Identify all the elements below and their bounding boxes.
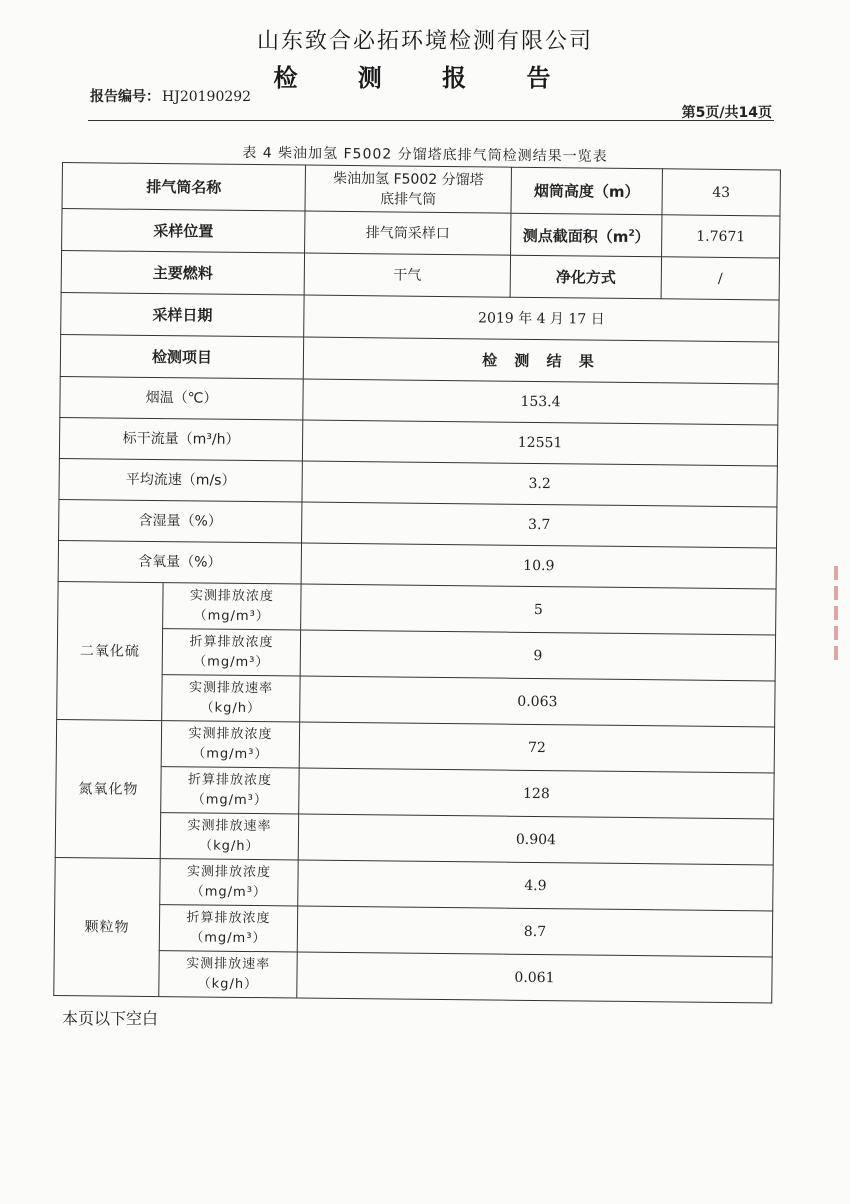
sub-item-label-line1: 实测排放速率 xyxy=(188,679,274,696)
table-row xyxy=(55,811,773,865)
sampling-location-label: 采样位置 xyxy=(62,209,305,254)
sub-item-label-line2: （mg/m³） xyxy=(192,745,269,762)
group-name-nox: 氮氧化物 xyxy=(55,719,161,858)
sub-item-label xyxy=(162,675,300,722)
sub-item-value: 128 xyxy=(299,768,774,819)
group-name-so2: 二氧化硫 xyxy=(57,581,163,720)
sub-item-label xyxy=(159,905,297,952)
report-number xyxy=(90,86,251,106)
cross-section-area-label-end: ） xyxy=(634,228,650,247)
param-label: 标干流量（m³/h） xyxy=(59,417,302,461)
stack-name-line2: 底排气筒 xyxy=(380,190,437,208)
table-row xyxy=(54,903,772,957)
cross-section-area-label-text: 测点截面积（m xyxy=(522,226,629,246)
sub-item-label-line2: （mg/m³） xyxy=(193,607,270,624)
sub-item-value: 8.7 xyxy=(297,906,772,957)
param-label: 含氧量（%） xyxy=(58,540,301,584)
header-divider xyxy=(88,120,774,121)
table-caption: 表 4 柴油加氢 F5002 分馏塔底排气筒检测结果一览表 xyxy=(242,145,608,165)
sub-item-label-line2: （mg/m³） xyxy=(191,791,269,808)
page-indicator: 第5页/共14页 xyxy=(681,105,772,121)
table-row xyxy=(58,581,776,635)
table-row xyxy=(62,163,780,217)
sub-item-value: 9 xyxy=(300,630,775,681)
sub-item-label-line2: （kg/h） xyxy=(197,975,259,992)
sub-item-label xyxy=(160,859,298,906)
test-result-header: 检 测 结 果 xyxy=(303,337,778,384)
table-row xyxy=(56,719,774,773)
param-value: 3.7 xyxy=(302,502,777,548)
sub-item-label-line1: 实测排放浓度 xyxy=(189,587,275,604)
sub-item-label-line2: （mg/m³） xyxy=(190,929,267,946)
sub-item-value: 5 xyxy=(301,584,776,635)
sub-item-label-line2: （mg/m³） xyxy=(193,653,270,670)
stack-height-label: 烟筒高度（m） xyxy=(511,167,662,215)
table-row xyxy=(56,765,774,819)
sub-item-label xyxy=(161,767,299,814)
table-row xyxy=(57,673,775,727)
sub-item-label-line2: （mg/m³） xyxy=(190,883,268,900)
sub-item-value: 0.904 xyxy=(298,814,773,865)
param-label: 烟温（℃） xyxy=(60,376,303,420)
sub-item-label-line1: 实测排放浓度 xyxy=(187,863,272,880)
sampling-date-value: 2019 年 4 月 17 日 xyxy=(304,295,779,342)
sub-item-label xyxy=(162,629,300,676)
report-title: 检 测 报 告 xyxy=(273,64,577,92)
table-row xyxy=(54,949,772,1003)
table-row xyxy=(60,334,778,384)
sub-item-value: 4.9 xyxy=(298,860,773,911)
param-label: 含湿量（%） xyxy=(59,499,302,543)
sampling-date-label: 采样日期 xyxy=(61,292,304,337)
sub-item-value: 72 xyxy=(299,722,774,773)
seal-mark xyxy=(834,646,838,660)
sub-item-label-line2: （kg/h） xyxy=(200,699,262,716)
sub-item-label-line1: 实测排放浓度 xyxy=(188,725,273,742)
seal-edge-marks xyxy=(828,560,842,720)
sub-item-label-line1: 折算排放浓度 xyxy=(187,771,273,788)
purification-method-value: / xyxy=(661,257,779,300)
param-value: 3.2 xyxy=(302,461,777,507)
sub-item-label-line1: 实测排放速率 xyxy=(186,955,271,972)
sub-item-label-line1: 折算排放浓度 xyxy=(186,909,271,926)
main-fuel-value: 干气 xyxy=(304,253,510,297)
purification-method-label: 净化方式 xyxy=(510,255,661,299)
blank-page-note: 本页以下空白 xyxy=(62,1009,159,1028)
table-row xyxy=(57,627,775,681)
table-row xyxy=(55,857,773,911)
cross-section-area-label: 测点截面积$(m^2)$ xyxy=(511,213,662,257)
seal-mark xyxy=(834,566,838,580)
stack-name-value xyxy=(305,165,511,213)
param-value: 10.9 xyxy=(301,543,776,589)
report-number-value: HJ20190292 xyxy=(162,89,252,105)
sub-item-label-line1: 折算排放浓度 xyxy=(189,633,274,650)
param-label: 平均流速（m/s） xyxy=(59,458,302,502)
stack-height-value: 43 xyxy=(662,169,780,216)
results-table xyxy=(53,162,781,1003)
sub-item-value: 0.061 xyxy=(297,952,772,1003)
seal-mark xyxy=(834,626,838,640)
seal-mark xyxy=(834,606,838,620)
report-number-label: 报告编号： xyxy=(90,89,160,105)
group-name-particulate: 颗粒物 xyxy=(54,857,160,996)
company-name: 山东致合必拓环境检测有限公司 xyxy=(256,29,593,54)
sub-item-value: 0.063 xyxy=(300,676,775,727)
seal-mark xyxy=(834,586,838,600)
table-row xyxy=(62,209,780,259)
test-item-header: 检测项目 xyxy=(60,334,303,379)
sub-item-label xyxy=(160,813,298,860)
table-row xyxy=(61,292,779,342)
param-value: 12551 xyxy=(302,420,777,466)
table-row xyxy=(61,251,779,301)
main-fuel-label: 主要燃料 xyxy=(61,251,304,296)
sampling-location-value: 排气筒采样口 xyxy=(305,211,511,255)
sub-item-label xyxy=(159,951,297,998)
sub-item-label-line2: （kg/h） xyxy=(199,837,260,854)
stack-name-line1: 柴油加氢 F5002 分馏塔 xyxy=(332,170,484,188)
sub-item-label xyxy=(163,583,301,630)
stack-name-label: 排气筒名称 xyxy=(62,163,305,212)
sub-item-label-line1: 实测排放速率 xyxy=(187,817,272,834)
sub-item-label xyxy=(161,721,299,768)
cross-section-area-value: 1.7671 xyxy=(662,215,780,258)
param-value: 153.4 xyxy=(303,379,778,425)
